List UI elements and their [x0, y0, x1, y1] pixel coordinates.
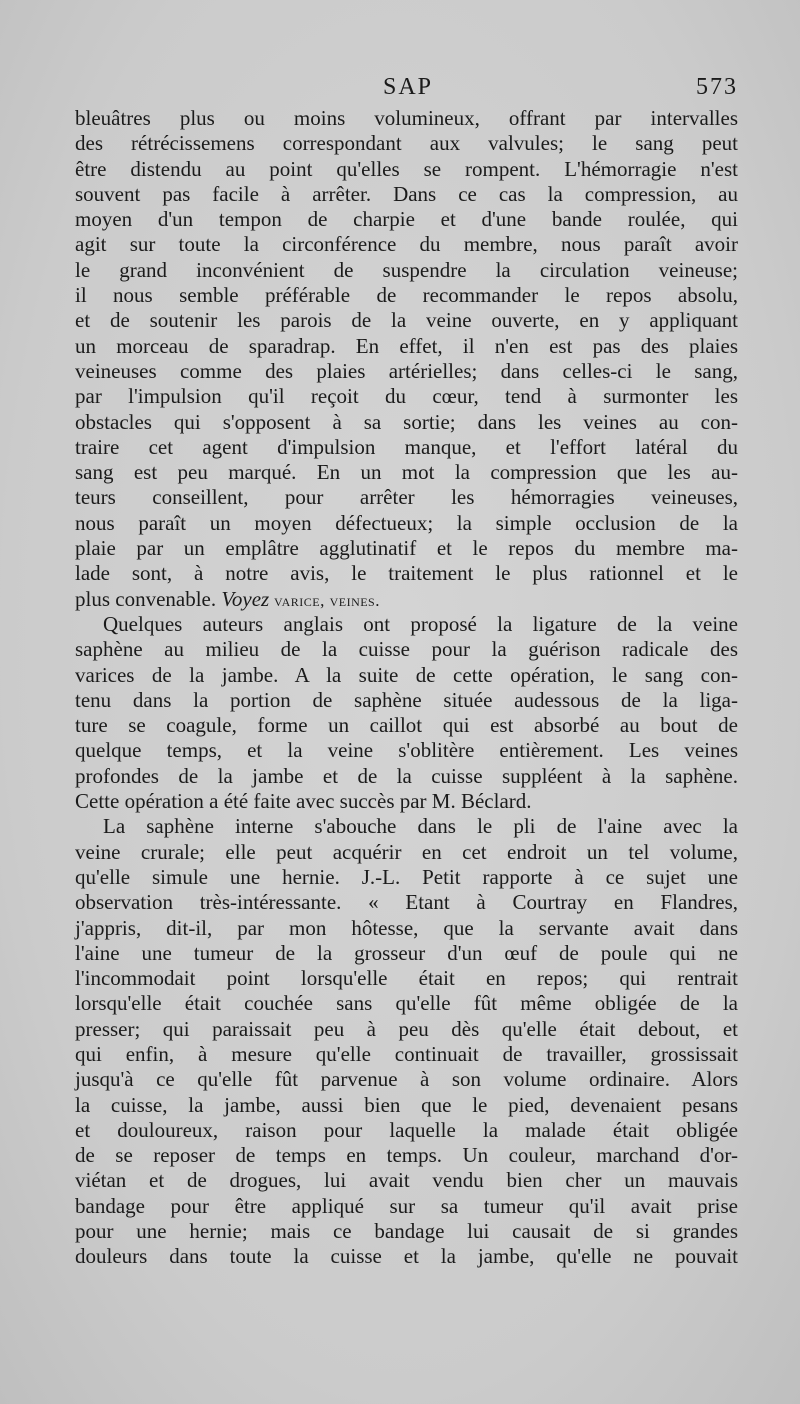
paragraph-1 [75, 106, 738, 612]
text-line: qu'elle simule une hernie. J.-L. Petit rapporte à ce sujet une [75, 864, 738, 889]
text-line: veineuses comme des plaies artérielles; dans celles-ci le sang, [75, 358, 738, 383]
text-line: le grand inconvénient de suspendre la circulation veineuse; [75, 257, 738, 282]
text-line: observation très-intéressante. « Etant à Courtray en Flandres, [75, 890, 738, 915]
text-line-last [75, 587, 738, 612]
text-line: ture se coagule, forme un caillot qui est absorbé au bout de [75, 713, 738, 738]
text-line: pour une hernie; mais ce bandage lui causait de si grandes [75, 1219, 738, 1244]
text-line: lorsqu'elle était couchée sans qu'elle fût même obligée de la [75, 991, 738, 1016]
cross-reference-terms: varice, veines. [269, 590, 380, 610]
text-line: qui enfin, à mesure qu'elle continuait de travailler, grossissait [75, 1041, 738, 1066]
text-line: l'incommodait point lorsqu'elle était en repos; qui rentrait [75, 966, 738, 991]
text-line: agit sur toute la circonférence du membre, nous paraît avoir [75, 232, 738, 257]
paragraph-3 [75, 814, 738, 1269]
text-line: saphène au milieu de la cuisse pour la guérison radicale des [75, 637, 738, 662]
text-line: et douloureux, raison pour laquelle la malade était obligée [75, 1117, 738, 1142]
text-line: quelque temps, et la veine s'oblitère entièrement. Les veines [75, 738, 738, 763]
text-line: bandage pour être appliqué sur sa tumeur qu'il avait prise [75, 1193, 738, 1218]
text-line: un morceau de sparadrap. En effet, il n'en est pas des plaies [75, 333, 738, 358]
text-line: veine crurale; elle peut acquérir en cet endroit un tel volume, [75, 839, 738, 864]
text-line: nous paraît un moyen défectueux; la simple occlusion de la [75, 510, 738, 535]
text-line: il nous semble préférable de recommander le repos absolu, [75, 283, 738, 308]
text-line: viétan et de drogues, lui avait vendu bien cher un mauvais [75, 1168, 738, 1193]
text-line: par l'impulsion qu'il reçoit du cœur, tend à surmonter les [75, 384, 738, 409]
text-line: presser; qui paraissait peu à peu dès qu'elle était debout, et [75, 1016, 738, 1041]
text-line: lade sont, à notre avis, le traitement le plus rationnel et le [75, 561, 738, 586]
text-line: la cuisse, la jambe, aussi bien que le pied, devenaient pesans [75, 1092, 738, 1117]
text-line: profondes de la jambe et de la cuisse suppléent à la saphène. [75, 763, 738, 788]
text-segment: plus convenable. [75, 586, 222, 611]
text-line: être distendu au point qu'elles se rompent. L'hémorragie n'est [75, 156, 738, 181]
text-line: tenu dans la portion de saphène située audessous de la liga- [75, 687, 738, 712]
text-line: varices de la jambe. A la suite de cette opération, le sang con- [75, 662, 738, 687]
paragraph-2 [75, 612, 738, 814]
text-line: obstacles qui s'opposent à sa sortie; dans les veines au con- [75, 409, 738, 434]
text-line: bleuâtres plus ou moins volumineux, offrant par intervalles [75, 106, 738, 130]
text-line: teurs conseillent, pour arrêter les hémorragies veineuses, [75, 485, 738, 510]
text-line-last: Cette opération a été faite avec succès par M. Béclard. [75, 789, 532, 814]
text-line: l'aine une tumeur de la grosseur d'un œuf de poule qui ne [75, 940, 738, 965]
text-line: et de soutenir les parois de la veine ouverte, en y appliquant [75, 308, 738, 333]
text-line: souvent pas facile à arrêter. Dans ce cas la compression, au [75, 181, 738, 206]
running-title: SAP [382, 74, 434, 100]
text-line: jusqu'à ce qu'elle fût parvenue à son volume ordinaire. Alors [75, 1067, 738, 1092]
running-head [78, 74, 738, 104]
text-line: plaie par un emplâtre agglutinatif et le repos du membre ma- [75, 536, 738, 561]
body-text [75, 106, 738, 1270]
text-line: douleurs dans toute la cuisse et la jambe, qu'elle ne pouvait [75, 1244, 738, 1269]
text-line: moyen d'un tempon de charpie et d'une bande roulée, qui [75, 207, 738, 232]
text-line: La saphène interne s'abouche dans le pli de l'aine avec la [103, 814, 738, 839]
text-line: j'appris, dit-il, par mon hôtesse, que la servante avait dans [75, 915, 738, 940]
text-line: traire cet agent d'impulsion manque, et l'effort latéral du [75, 434, 738, 459]
text-line: des rétrécissemens correspondant aux valvules; le sang peut [75, 131, 738, 156]
voyez-reference: Voyez [221, 586, 270, 611]
text-line: de se reposer de temps en temps. Un couleur, marchand d'or- [75, 1143, 738, 1168]
text-line: sang est peu marqué. En un mot la compression que les au- [75, 460, 738, 485]
page-number: 573 [696, 74, 738, 100]
text-line: Quelques auteurs anglais ont proposé la ligature de la veine [103, 611, 738, 636]
